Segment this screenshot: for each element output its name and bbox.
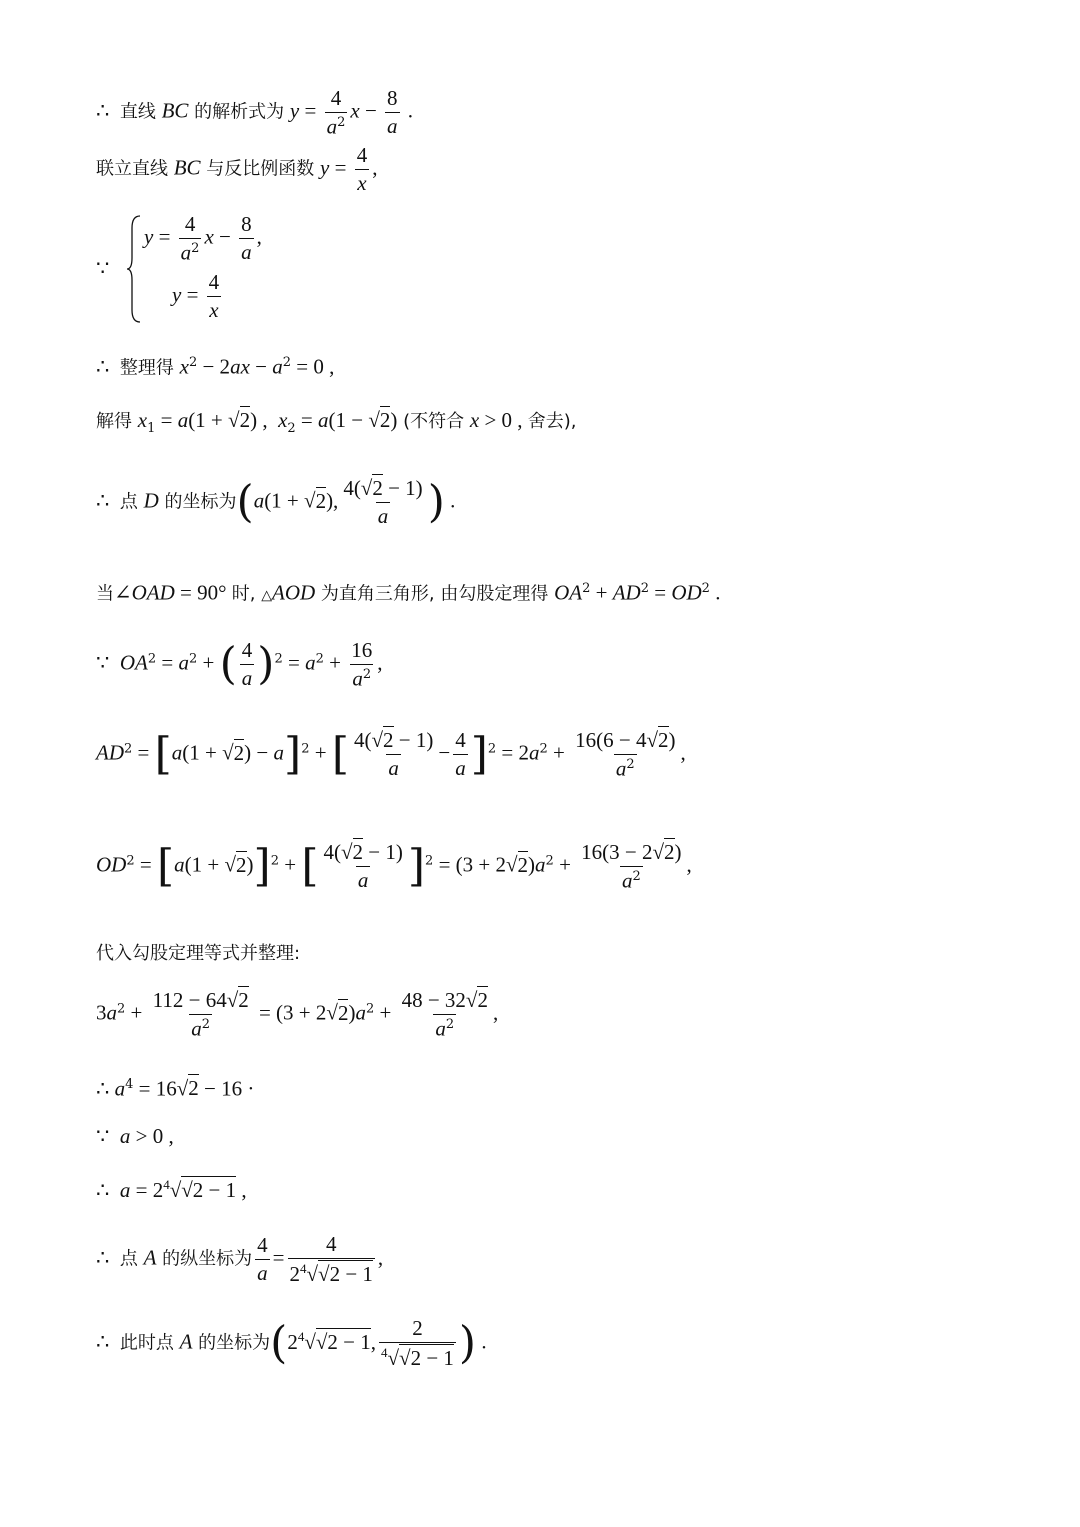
solution-page: ∴ 直线 BC 的解析式为 y = $\frac{4}{a^2}$ x − $\frac{8}{a}$ . 联立直线 BC 与反比例函数 y = $\frac{4}{x}$ , ∵ y = $\frac{4}{a^2}$ x − $\frac{8}{a}$ , y = $\frac{4}{x}$ ∴ 整理得 $x^2 - 2ax - a^2 = 0$ , 解得 $x_1 = a(1 + √2)$ , $x_2 = a(1 - √2)$ (不符合 x > 0 , 舍去), ∴ 点 D 的坐标为(a(1 + √2), $\frac{4(√2 - 1)}{a}$ ) . 当∠OAD = 90° 时, △AOD 为直角三角形, 由勾股定理得 $OA^2 + AD^2 = OD^2$ . ∵ $OA^2 = a^2$ + ( $\frac{4}{a}$ )$^2 = a^2$ + $\frac{16}{a^2}$ , $AD^2 = [a(1 + √2) - a]^2$ + [ $\frac{4(√2 - 1)}{a}$ − $\frac{4}{a}$ ]$^2 = 2a^2$ + $\frac{16(6 - 4√2)}{a^2}$ , $OD^2 = [a(1 + √2)]^2$ + [ $\frac{4(√2 - 1)}{a}$ ]$^2 = (3 + 2√2)a^2$ + $\frac{16(3 - 2√2)}{a^2}$ , 代入勾股定理等式并整理: $3a^2$ + $\frac{112 - 64√2}{a^2}$ = $(3 + 2√2)a^2$ + $\frac{48 - 32√2}{a^2}$ , ∴ $a^4 = 16√2 - 16$ · ∵ a > 0 , ∴ $a = 2^4√√2 - 1$ , ∴ 点 A 的纵坐标为 $\frac{4}{a}$ = $\frac{4}{2^4√√2 - 1}$ , ∴ 此时点 A 的坐标为($2^4√√2 - 1$, $\frac{2}{^4√√2 - 1}$ ) .: [96, 86, 721, 1370]
line-oa2: ∵ $OA^2 = a^2$ + ( $\frac{4}{a}$ )$^2 = a^2$ + $\frac{16}{a^2}$ ,: [96, 638, 383, 691]
line-point-d: ∴ 点 D 的坐标为(a(1 + √2), $\frac{4(√2 - 1)}{a}$ ) .: [96, 476, 456, 528]
line-od2: $OD^2 = [a(1 + √2)]^2$ + [ $\frac{4(√2 - 1)}{a}$ ]$^2 = (3 + 2√2)a^2$ + $\frac{16(3 - 2√2)}{a^2}$ ,: [96, 840, 692, 893]
line-a-positive: ∵ a > 0 ,: [96, 1124, 174, 1148]
line-a-ycoord: ∴ 点 A 的纵坐标为 $\frac{4}{a}$ = $\frac{4}{2^4√√2 - 1}$ ,: [96, 1232, 384, 1286]
line-bc-equation: ∴ 直线 BC 的解析式为 y = $\frac{4}{a^2}$ x − $\frac{8}{a}$ .: [96, 86, 414, 139]
line-condition: 当∠OAD = 90° 时, △AOD 为直角三角形, 由勾股定理得 $OA^2 + AD^2 = OD^2$ .: [96, 580, 721, 605]
left-brace: [126, 214, 144, 324]
line-ad2: $AD^2 = [a(1 + √2) - a]^2$ + [ $\frac{4(√2 - 1)}{a}$ − $\frac{4}{a}$ ]$^2 = 2a^2$ + $\frac{16(6 - 4√2)}{a^2}$ ,: [96, 728, 686, 781]
line-point-a: ∴ 此时点 A 的坐标为($2^4√√2 - 1$, $\frac{2}{^4√√2 - 1}$ ) .: [96, 1316, 487, 1370]
line-roots: 解得 $x_1 = a(1 + √2)$ , $x_2 = a(1 - √2)$ (不符合 x > 0 , 舍去),: [96, 408, 577, 436]
line-a4: ∴ $a^4 = 16√2 - 16$ ·: [96, 1076, 255, 1101]
line-a-value: ∴ $a = 2^4√√2 - 1$ ,: [96, 1177, 247, 1202]
line-equation: $3a^2$ + $\frac{112 - 64√2}{a^2}$ = $(3 + 2√2)a^2$ + $\frac{48 - 32√2}{a^2}$ ,: [96, 988, 499, 1041]
line-substitute: 代入勾股定理等式并整理:: [96, 943, 301, 964]
line-quadratic: ∴ 整理得 $x^2 - 2ax - a^2 = 0$ ,: [96, 354, 335, 379]
line-combine: 联立直线 BC 与反比例函数 y = $\frac{4}{x}$ ,: [96, 143, 378, 195]
